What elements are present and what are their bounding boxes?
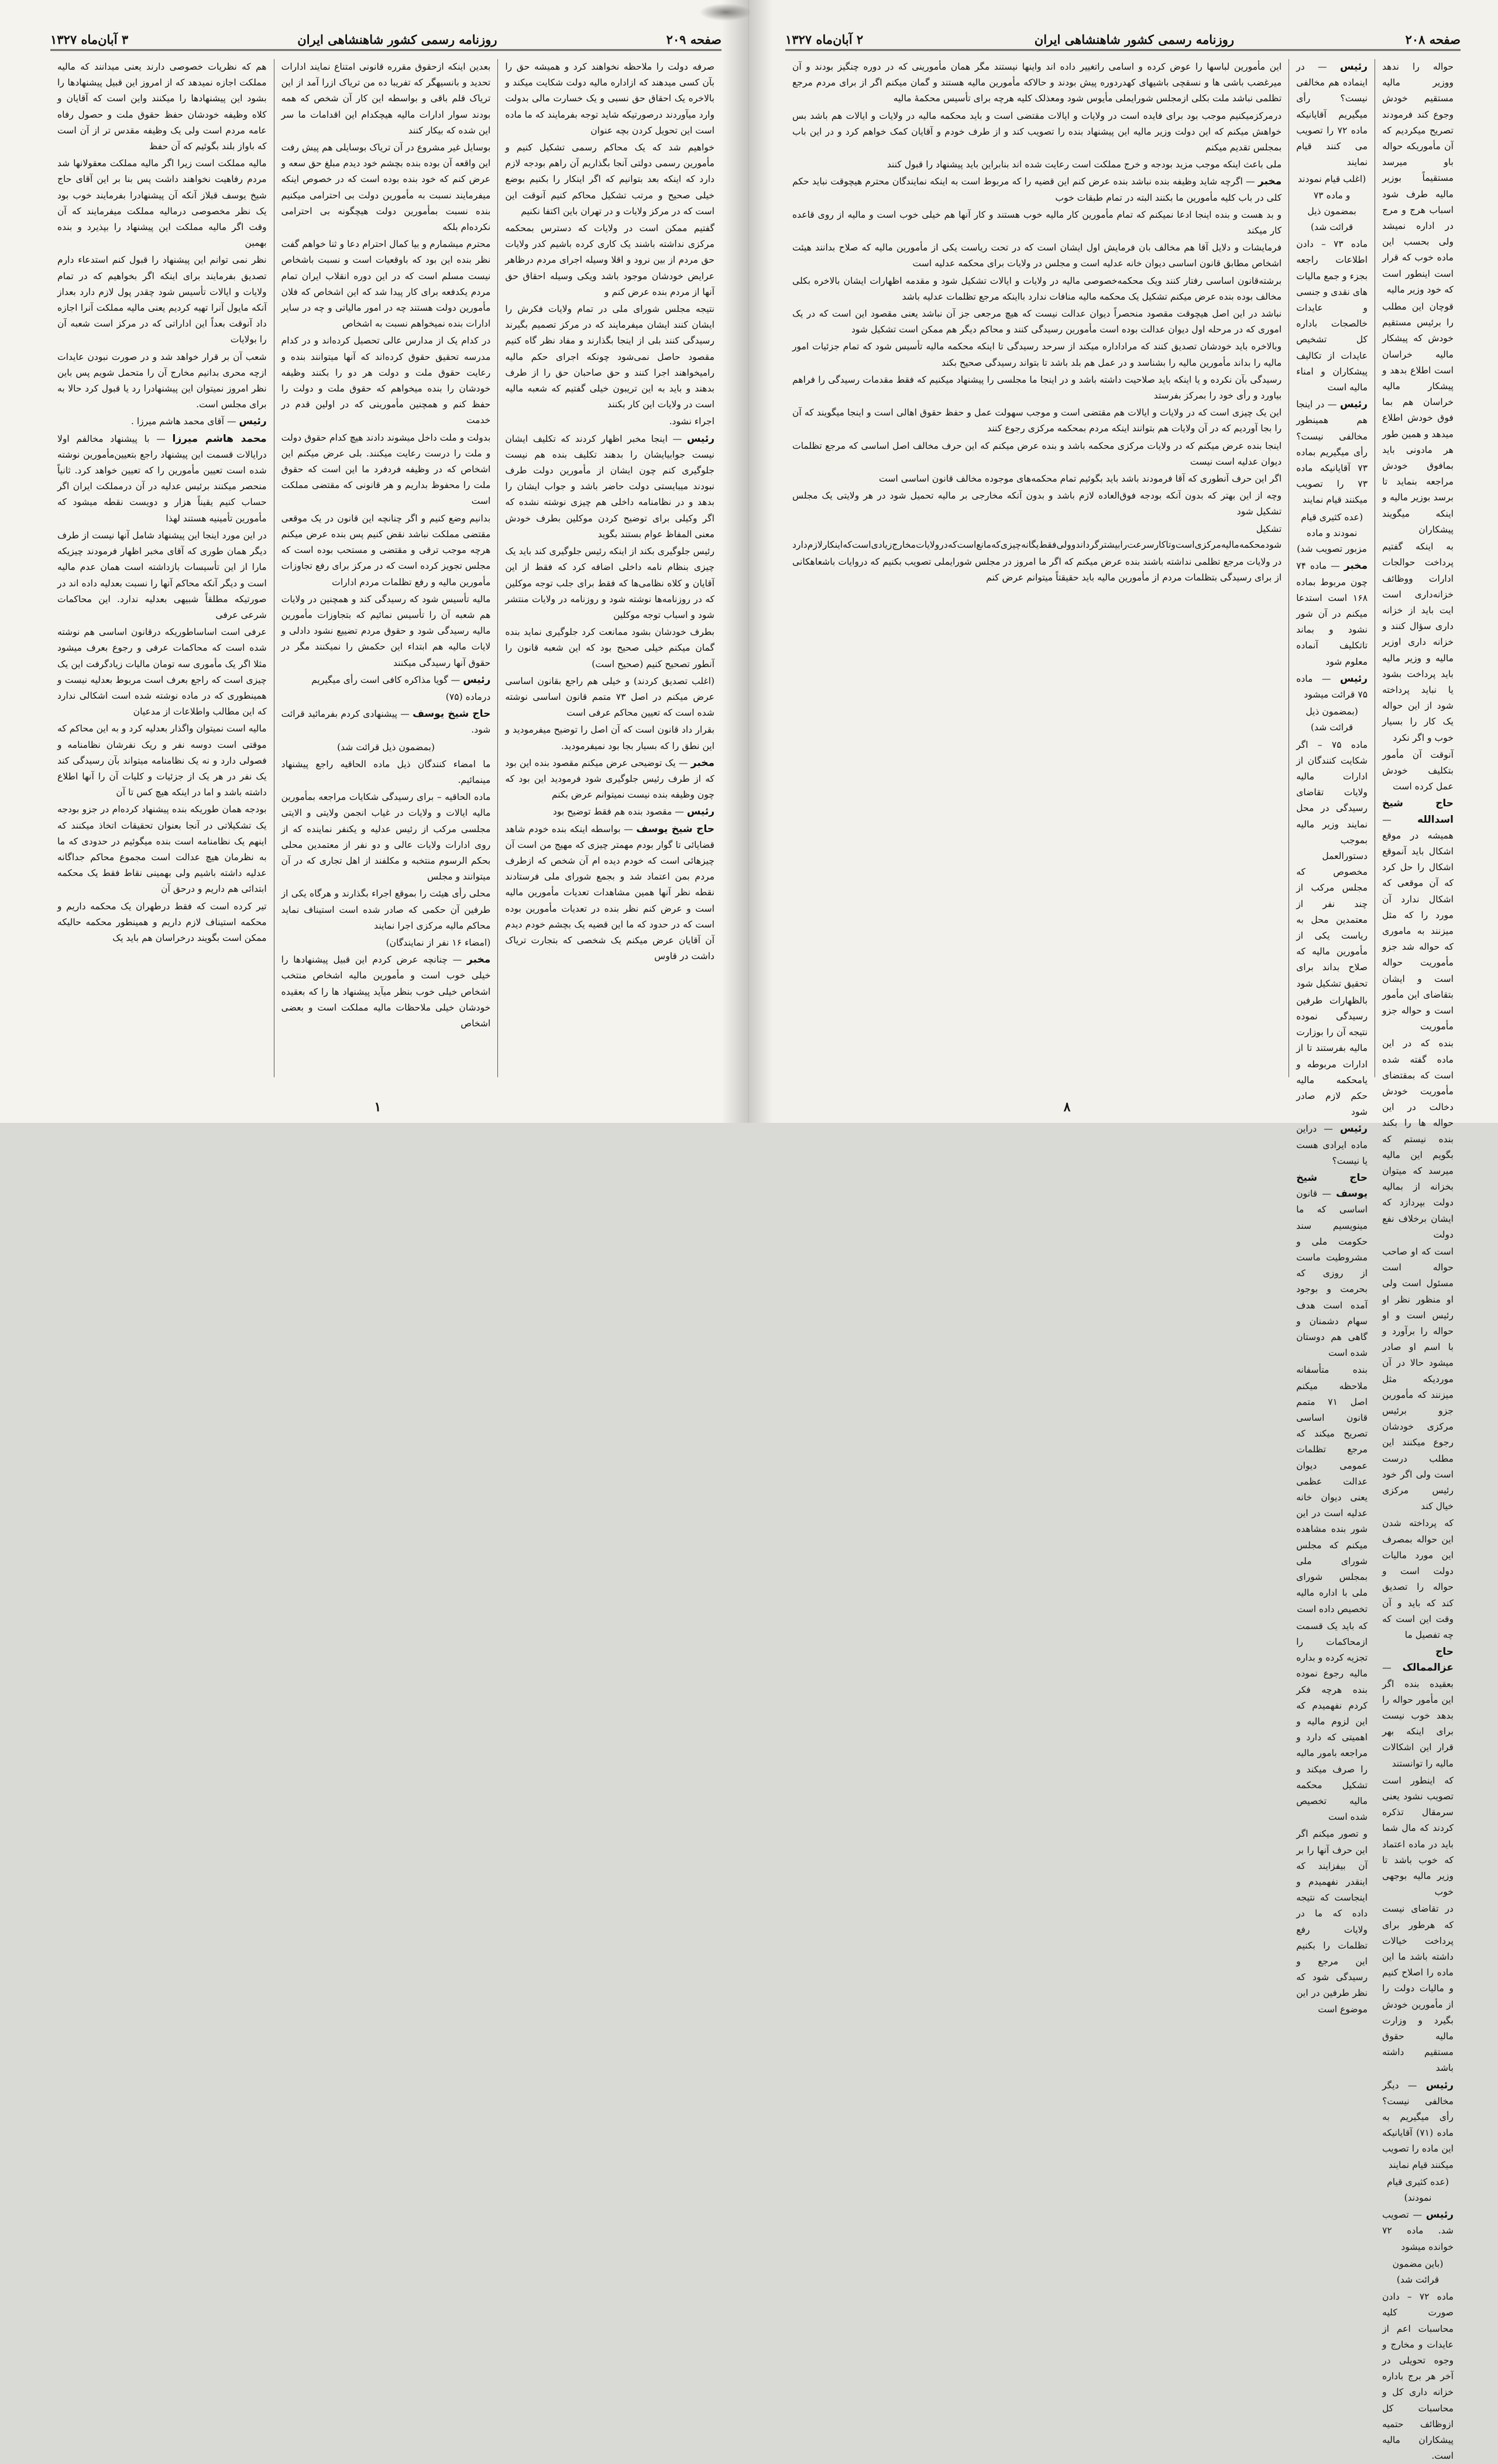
speaker-paragraph xyxy=(505,431,714,542)
body-paragraph: درماده (۷۵) xyxy=(445,691,491,702)
body-paragraph: ما امضاء کنندگان ذیل ماده الحاقیه راجع پیشنهاد مینمائیم. xyxy=(281,758,491,785)
speaker-text: — ماده ۷۴ چون مربوط بماده ۱۶۸ است استدعا میکنم در آن شور نشود و بماند تاتکلیف آنماده معلوم شود xyxy=(1296,561,1368,667)
speaker-text: — همیشه در موقع اشکال باید آنموقع اشکال را حل کرد که آن موقعی که اشکال ندارد آن مورد را که مثل میزنند به ماموری که حواله شد جزو مأموریت حواله است و ایشان بتقاضای این مأمور است و حواله جزو مأموریت xyxy=(1382,814,1454,1032)
right-header-page-label: صفحه ۲۰۸ xyxy=(1405,32,1461,47)
body-paragraph: محترم میشمارم و بیا کمال احترام دعا و ثنا خواهم گفت نظر بنده این بود که باوقعیات است و نسبت باشخاص نیست مسلم است که در این دوره انقلاب ایران تمام مردم یکدفعه برای کار پیدا شد که این اشخاص که فلان مأمورین دولت هستند چه در امور مالیاتی و چه در سایر ادارات بنده نمیخواهم نسبت به اشخاص xyxy=(281,239,491,329)
body-paragraph: که اینطور است تصویب نشود یعنی سرمقال تذکره کردند که مال شما باید در ماده اعتماد که خوب باشد تا وزیر مالیه بوجهی خوب xyxy=(1382,1775,1454,1898)
gutter-ink-smudge xyxy=(699,4,752,21)
right-column-1 xyxy=(1375,59,1461,2462)
body-paragraph: (امضاء ۱۶ نفر از نمایندگان) xyxy=(386,937,491,948)
speaker-paragraph xyxy=(1296,1170,1368,1361)
speaker-text: — بواسطه اینکه بنده خودم شاهد قضایائی تا گوار بودم مهمتر چیزی که مهیج من است آن چیزهائی است که خودم دیده ام آن شخص که ازطرف مردم بمن اعتماد شد و بجمع شورای ملی فرستادند نقطه نظر آنها همین مشاهدات تعدیات مأمورین مالیه است و عرض کنم نظر بنده در تعدیات مأمورین بوده است که در حدود که ما این قضیه یک بچشم خودم دیدم آن آقایان عرض میکنم یک شخصی که بتجارت تریاک داشت در قاوس xyxy=(505,823,714,962)
body-paragraph: تیر کرده است که فقط درطهران یک محکمه داریم و محکمه استیناف لازم داریم و همینطور محکمه حالیکه ممکن است بگویند درخراسان هم باید یک xyxy=(57,901,267,943)
body-paragraph: اینجا بنده عرض میکنم که در ولایات مرکزی محکمه باشد و بنده عرض میکنم که این حرف مخالف اصل اساسی که مرجع تظلمات دیوان عدلیه است نیست xyxy=(792,440,1282,467)
speaker-name: رئیس xyxy=(686,806,714,818)
left-column-1 xyxy=(497,59,721,1077)
centered-note: (اغلب قیام نمودند و ماده ۷۳ بمضمون ذیل قرائت شد) xyxy=(1297,174,1366,233)
speaker-name: مخبر xyxy=(690,757,714,769)
body-paragraph: بالظهارات طرفین رسیدگی نموده نتیجه آن را بوزارت مالیه بفرستند تا از ادارات مربوطه و یامحکمه مالیه حکم لازم صادر شود xyxy=(1296,995,1368,1118)
right-page-number: ۸ xyxy=(1063,1099,1071,1115)
speaker-paragraph xyxy=(281,952,491,1032)
speaker-name: حاج شیخ یوسف xyxy=(636,823,714,835)
left-page xyxy=(0,0,749,1123)
body-paragraph: آنوقت آن مأمور بتکلیف خودش عمل کرده است xyxy=(1382,749,1454,792)
body-paragraph: حواله را ندهد ووزیر مالیه مستقیم خودش وجوع کند فرمودند تصریح میکردیم که آن مأموریکه حواله باو میرسد مستقیماً بوزیر مالیه طرف شود اسباب هرج و مرج در اداره نمیشد ولی بحسب این ماده خوب که قرار است اینطور است که خود وزیر مالیه xyxy=(1382,61,1454,295)
left-header-page-label: صفحه ۲۰۹ xyxy=(666,32,721,47)
speaker-paragraph xyxy=(505,804,714,820)
body-paragraph: خواهیم شد که یک محاکم رسمی تشکیل کنیم و مأمورین رسمی دولتی آنجا بگذاریم آن راهم بودجه لازم دارد که اینکه بعد بتوانیم که اگر اینکار را بکنیم بوضع خیلی صحیح و مرتب تشکیل محاکم کنیم آنوقت این است که در مرکز ولایات و در تهران باین اکتفا نکنیم xyxy=(505,142,714,216)
speaker-name: رئیس xyxy=(1339,61,1368,73)
speaker-paragraph xyxy=(1296,671,1368,703)
body-paragraph: در کدام یک از مدارس عالی تحصیل کرده‌اند و در کدام مدرسه تحقیق حقوق کرده‌اند که آنها میتوانند بنده و رعایت حقوق ملت و دولت هر دو را بکنند وظیفه خودشان را بنده میخواهم که حقوق ملت و دولت را حفظ کنم و همچنین مأمورینی که در اولین قدم در خدمت xyxy=(281,335,491,426)
centered-note: (عده کثیری قیام نمودند و ماده مزبور تصویب شد) xyxy=(1297,511,1367,555)
body-paragraph: بوسایل غیر مشروع در آن تریاک بوسایلی هم پیش رفت این واقعه آن بوده بنده بچشم خود دیدم مبلغ حق سعه و عرض کنم که خود بنده بوده است که در خصوص اینکه میفرمایند نسبت به مأمورین دولت بی احترامی میکنیم بنده نسبت بمأمورین دولت هیچگونه بی احترامی نکرده‌ام بلکه xyxy=(281,142,491,233)
speaker-paragraph xyxy=(505,755,714,803)
body-paragraph: بنده که در این ماده گفته شده است که بمقتضای مأموریت خودش دخالت در این حواله ها را بکند بنده نیستم که بگویم این مالیه میرسد که میتوان بخزانه از بمالیه دولت بپردازد که ایشان برخلاف نفع دولت xyxy=(1382,1038,1454,1240)
left-header-date: ۳ آبان‌ماه ۱۳۲۷ xyxy=(50,32,129,47)
speaker-text: — بعقیده بنده اگر این مأمور حواله را بدهد خوب نیست برای اینکه بهر قرار این اشکالات مالیه را توانستند xyxy=(1382,1662,1454,1769)
body-paragraph: در ولایات مرجع تظلمی نداشته باشند بنده عرض میکنم که اگر ما امروز در مجلس شورایملی تصویب بکنیم که دروایات باشعاهکانی از برای رسیدگی بتظلمات مردم از مأمورین مالیه باید حقیقتاً میتوانم عرض کنم xyxy=(792,556,1282,583)
body-paragraph: و تصور میکنم اگر این حرف آنها را بر آن بیفزایند که اینقدر نفهمیدم و اینجاست که نتیجه داده که ما در ولایات رفع تظلمات را بکنیم این مرجع و رسیدگی شود که نظر طرفین در این موضوع است xyxy=(1296,1829,1368,2015)
speaker-paragraph xyxy=(281,706,491,738)
speaker-paragraph xyxy=(1382,1644,1454,1772)
centered-note: (عده کثیری قیام نمودند) xyxy=(1387,2176,1449,2204)
body-paragraph: بطرف خودشان بشود ممانعت کرد جلوگیری نماید بنده گمان میکنم خیلی صحیح بود که این شعبه قانون را آنطور تصحیح کنیم (صحیح است) xyxy=(505,627,714,669)
speaker-text: — یک توضیحی عرض میکنم مقصود بنده این بود که از طرف رئیس جلوگیری شود فرمودید این بود که چون وظیفه بنده نیست نمیتوانم عرض بکنم xyxy=(505,757,714,800)
right-column-2 xyxy=(1289,59,1375,2015)
body-paragraph: است که او صاحب حواله است مسئول است ولی او منظور نظر او رئیس است و او حواله را برآورد و با اسم او صادر میشود حالا در آن موردیکه مثل میزنند که مأمورین جزو برئیس مرکزی خودشان رجوع میکنند این مطلب درست است ولی اگر خود رئیس مرکزی خیال کند xyxy=(1382,1246,1454,1512)
speaker-paragraph xyxy=(1382,796,1454,1035)
body-paragraph: عرفی است اساساطوریکه درقانون اساسی هم نوشته شده است که محاکمات عرفی و رجوع بعرف میشود مثلا اگر یک مأموری سه تومان مالیات زیادگرفت این یک چیزی است که راجع بعرف است مربوط بعدلیه نیست و همینطوری که در ماده نوشته شده است اشکالی ندارد که این مطالب واطلاعات از مدعیان xyxy=(57,627,267,717)
body-paragraph: اجراء نشود. xyxy=(669,416,714,427)
body-paragraph: اگر این حرف آنطوری که آقا فرمودند باشد باید بگوئیم تمام محکمه‌های موجوده مخالف قانون اساسی است xyxy=(879,473,1282,484)
body-paragraph: درمرکزمیکنیم موجب بود برای فایده است در ولایات و ایالات مقتضی است و باید محکمه مالیه در ولایات و ایالات هم باشد بس خواهش میکنم که این دولت وزیر مالیه این پیشنهاد بنده را تصویب کند و از طرف خودم و آقایان کمک خواهم کرد و در این باب بمجلس تقدیم میکنم xyxy=(792,110,1282,153)
speaker-name: حاج شیخ یوسف xyxy=(1296,1172,1368,1200)
speaker-paragraph xyxy=(281,672,491,688)
right-header-title: روزنامه رسمی کشور شاهنشاهی ایران xyxy=(1034,32,1234,47)
body-paragraph: که باید یک قسمت ازمحاکمات را تجزیه کرده و بداره مالیه رجوع نموده بنده هرچه فکر کردم نفهمیدم که این لزوم مالیه و اهمیتی که دارد و مراجعه بامور مالیه را صرف میکند و تشکیل محکمه مالیه تخصیص شده است xyxy=(1296,1620,1368,1823)
body-paragraph: وچه از این بهتر که بدون آنکه بودجه فوق‌العاده لازم باشد و بدون آنکه مخارجی بر مالیه تحمیل شود در هر ولایتی یک مجلس تشکیل شود xyxy=(792,490,1282,517)
body-paragraph: در این مورد اینجا این پیشنهاد شامل آنها نیست از طرف دیگر همان طوری که آقای مخبر اظهار فرمودند چیزیکه مارا از این تأسیسات بازداشته است همان عدم مالیه است و دیگر آنکه محاکم آنها را نسبت بعدلیه داده اند در صورتیکه مطلقاً شبیهی بعدلیه ندارد. این محاکمات شرعی عرفی xyxy=(57,530,267,620)
body-paragraph: نظر نمی توانم این پیشنهاد را قبول کنم استدعاء دارم تصدیق بفرمایند برای اینکه اگر بخواهیم که در تمام ولایات و ایالات تأسیس شود چقدر پول لازم دارد بعداز آنکه مایول آنرا تهیه کردیم یعنی مالیه مملکت آنرا اجازه داد آنوقت بعداً این اداراتی که در مرکز است شعبه آن را بولایات xyxy=(57,255,267,345)
speaker-name: رئیس xyxy=(1339,1123,1368,1135)
speaker-text: — گویا مذاکره کافی است رأی میگیریم xyxy=(311,674,461,685)
body-paragraph: شعب آن بر قرار خواهد شد و در صورت نبودن عایدات ازچه محری بدانیم مخارج آن را متحمل شویم پس باین نظر امروز نمیتوان این پیشنهادرا رد یا قبول کرد حالا به برای مجلس است. xyxy=(57,351,267,410)
body-paragraph: این یک چیزی است که در ولایات و ایالات هم مقتضی است و موجب سهولت عمل و حفظ حقوق اهالی است و اینجا میگویند که آن را بجا آوردیم که در آن ولایات هم بتوانند اینکه مردم بمحکمه مرکزی رجوع کنند xyxy=(792,407,1282,434)
body-paragraph: که پرداخته شدن این حواله بمصرف این مورد مالیات دولت است و حواله را تصدیق کند که باید و آن وقت این است که چه تفصیل ما xyxy=(1382,1518,1454,1640)
body-paragraph: (اغلب تصدیق کردند) و خیلی هم راجع بقانون اساسی عرض میکنم در اصل ۷۳ متمم قانون اساسی نوشته شده است که تعیین محاکم عرفی است xyxy=(505,675,714,719)
body-paragraph: گفتیم ممکن است در ولایات که دسترس بمحکمه مرکزی نداشته باشند یک کاری کرده باشیم کدر ولایات حق مردم از بین نرود و اقلا وسیله اجرای مردم درظاهر عرایض خودشان موجود باشد ویکی وسیله احقاق حق آنها از مردم بنده عرض کنم و xyxy=(505,223,714,297)
speaker-paragraph xyxy=(1382,2078,1454,2173)
speaker-name: حاج شیخ یوسف xyxy=(413,708,491,720)
body-paragraph: بعدین اینکه ازحقوق مقرره قانونی امتناع نمایند ادارات تحدید و بانسیهگر که تفریبا ده من تریاک ازرا آمد از این تریاک قلم باقی و بواسطه این کار آن شخص که همه بودند سوار ادارات مالیه هیچکدام این اقدامات ما سر این شده که بیکار کنند xyxy=(281,61,491,136)
body-paragraph: تشکیل شودمحکمه‌مالیه‌مرکزی‌است‌و‌تا‌کار‌سرعت‌را‌بیشتر‌گرداند‌و‌ولی‌فقط‌یگانه‌چیزی‌که‌مانع‌است‌که‌در‌ولایات‌مخارج‌زیادی‌است‌که‌اینکار‌لازم‌دارد xyxy=(792,523,1282,550)
body-paragraph: نباشد در این اصل هیچوقت مقصود منحصراً دیوان عدالت نیست که هیچ مرجعی جز آن نباشد یعنی مقصود این است که در یک اموری که در مرحله اول دیوان عدالت بوده است مأمورین رسیدگی کنند و محاکم دیگر هم ممکن است تشکیل شود xyxy=(792,308,1282,335)
speaker-text: — اینجا مخبر اظهار کردند که تکلیف ایشان نیست جوابیایشان را بدهند تکلیف بنده هم نیست جلوگیری کنم چون ایشان از مأمورین دولت طرف نبودند میبایستی دولت حاضر باشد و جواب ایشان را بدهد و در نظامنامه داخلی هم چیزی نوشته نشده که اگر وکیلی برای توضیح کردن موکلین بطرف خودش معنی المفاظ عوام بستند بگوید xyxy=(505,433,714,539)
speaker-name: رئیس xyxy=(1339,398,1368,411)
body-paragraph: مالیه تأسیس شود که رسیدگی کند و همچنین در ولایات هم شعبه آن را تأسیس نمائیم که بتجاوزات مأمورین مالیه رسیدگی شود و حقوق مردم تضییع نشود دادلی و لایات مالیه هم ابتداء این حکمش را نمیکنند مگر در حقوق آنها رسیدگی میکنند xyxy=(281,593,491,668)
speaker-text: — اگرچه شاید وظیفه بنده نباشد بنده عرض کنم این قضیه را که مربوط است به اینکه نمایندگان محترم هیچوقت نباید حکم کلی در باب کلیه مأمورین ما بکنند البته در تمام طبقات خوب xyxy=(792,176,1282,203)
speaker-text: — آقای محمد هاشم میرزا . xyxy=(130,416,236,427)
left-column-2 xyxy=(274,59,498,1077)
right-page-columns xyxy=(785,59,1461,2462)
body-paragraph: و بد هست و بنده اینجا ادعا نمیکنم که تمام مأمورین کار مالیه خوب هستند و کار آنها هم خیلی خوب است و مالیه از روی قاعده کار میکند xyxy=(792,209,1282,236)
centered-note: (بمضمون ذیل قرائت شد) xyxy=(337,741,435,752)
speaker-paragraph xyxy=(57,414,267,429)
speaker-paragraph xyxy=(792,174,1281,205)
speaker-name: مخبر xyxy=(1344,560,1368,572)
left-page-columns xyxy=(50,59,721,1077)
speaker-text: — قانون اساسی که ما مینویسیم سند حکومت ملی و مشروطیت ماست از روزی که بحرمت و بوجود آمده است هدف سهام دشمنان و گاهی هم دوستان شده است xyxy=(1296,1188,1368,1359)
body-paragraph: بنده متأسفانه ملاحظه میکنم اصل ۷۱ متمم قانون اساسی تصریح میکند که مرجع تظلمات عمومی دیوان عدالت عظمی یعنی دیوان خانه عدلیه است در این شور بنده مشاهده میکنم که مجلس شورای ملی بمجلس شورای ملی با اداره مالیه تخصیص داده است xyxy=(1296,1365,1368,1614)
speaker-text: — ماده ۷۵ قرائت میشود xyxy=(1296,673,1368,700)
left-header-title: روزنامه رسمی کشور شاهنشاهی ایران xyxy=(297,32,497,47)
body-paragraph: صرفه دولت را ملاحظه نخواهند کرد و همیشه حق را بآن کسی میدهند که ازاداره مالیه دولت شکایت میکند و بالاخره یک احقاق حق نسبی و یک خسارت مالی بدولت وارد میآوردند درصورتیکه شاید توجه بفرمایند که ما ماده است این تحویل کردن بچه عنوان xyxy=(505,61,714,136)
body-paragraph: بقرار داد قانون است که آن اصل را توضیح میفرمودید و این نطق را که بسیار بجا بود نمیفرمودید. xyxy=(505,724,714,751)
body-paragraph: بدانیم وضع کنیم و اگر چنانچه این قانون در یک موقعی مقتضی مملکت نباشد نقض کنیم پس بنده عرض میکنم هرچه موجب ترقی و مقتضی و مستحب بوده است که مجلس تجویز کرده است که در مرکز برای رفع تجاوزات مأمورین مالیه و رفع تظلمات مردم ادارات xyxy=(281,513,491,587)
speaker-text: — مقصود بنده هم فقط توضیح بود xyxy=(552,806,684,817)
left-page-header xyxy=(50,29,721,51)
speaker-name: مخبر xyxy=(1258,176,1282,188)
body-paragraph: ماده ۷۵ – اگر شکایت کنندگان از ادارات مالیه ولایات تقاضای رسیدگی در محل نمایند وزیر مالیه بموجب دستورالعمل مخصوص که مجلس مرکب از چند نفر از معتمدین محل به ریاست یکی از مأمورین مالیه که صلاح بداند برای تحقیق تشکیل شود xyxy=(1296,739,1368,989)
body-paragraph: ماده الحاقیه – برای رسیدگی شکایات مراجعه بمأمورین مالیه ایالات و ولایات در غیاب انجمن ولایتی و الایتی مجلسی مرکب از رئیس عدلیه و یکنفر نماینده که از روی ادارات ولایات عالی و دو نفر از معتمدین محلی بحکم الرسوم منتخبه و مکلفند از اهل تجاری که در آن میتوانند و مجلس xyxy=(281,792,491,882)
body-paragraph: مالیه است نمیتوان واگذار بعدلیه کرد و به این محاکم که موقتی است دوسه نفر و ریک نفرشان نظامنامه و فصولی دارد و نه یک نظامنامه میتواند بآن رسیدگی کند یک نفر در هر یک از جزئیات و کلیات آن را آنها اطلاع داشته باشد و اما در اینکه هیچ کس تا آن xyxy=(57,723,267,798)
left-column-3 xyxy=(50,59,274,1077)
body-paragraph: بودجه همان طوریکه بنده پیشنهاد کرده‌ام در جزو بودجه یک تشکیلاتی در آنجا بعنوان تحقیقات اتخاذ میکنند که اینهم یک نظامنامه است بنده میگوئیم در حدودی که ما به نظرمان هیچ عدالت است مجموع محاکم جداگانه عدلیه داشته باشیم ولی بهمینی نقاط فقط یک محکمه ابتدائی هم داریم و درحق آن xyxy=(57,804,267,895)
speaker-text: — تصویب شد. ماده ۷۲ خوانده میشود xyxy=(1382,2209,1454,2252)
speaker-paragraph xyxy=(57,431,267,527)
speaker-name: رئیس xyxy=(463,673,491,686)
speaker-paragraph xyxy=(1296,558,1368,669)
speaker-name: رئیس xyxy=(1339,672,1368,685)
body-paragraph: رسیدگی بآن نکرده و یا اینکه باید صلاحیت داشته باشد و در اینجا ما مجلسی را پیشنهاد میکنیم که فقط مقدمات رسیدگی را فراهم بیاورد و رأی خود را بمرکز بفرستد xyxy=(792,374,1282,401)
centered-note: (بمضمون ذیل قرائت شد) xyxy=(1305,706,1358,733)
right-header-date: ۲ آبان‌ماه ۱۳۲۷ xyxy=(785,32,864,47)
speaker-name: رئیس xyxy=(686,432,714,445)
speaker-text: — چنانچه عرض کردم این قبیل پیشنهادها را خیلی خوب است و مأمورین مالیه اشخاص منتخب اشخاص خیلی خوب بنظر میآید پیشنهاد ها را که بعقیده خودشان خیلی ملاحظات مالیه مملکت است و بعضی اشخاص xyxy=(281,954,491,1029)
body-paragraph: هم که نظریات خصوصی دارند یعنی میدانند که مالیه مملکت اجازه نمیدهد که از امروز این قبیل پیشنهادها را بشود این پیشنهادها را میکنند واین است که آقایان و کلاه وظیفه خودشان حفظ حقوق ملت و حصول رفاه عامه مردم است ولی یک وظیفه مقدس تر از آن است که باواز بلند بگوئیم که آن حفظ xyxy=(57,61,267,152)
right-column-3 xyxy=(785,59,1289,1077)
body-paragraph: رئیس جلوگیری بکند از اینکه رئیس جلوگیری کند باید یک چیزی بنظام نامه داخلی اضافه کرد که فقط از این آقایان و کلاه نظامی‌ها که فقط برای جلب توجه موکلین که در روزنامه‌ها نوشته شود و روزنامه در ولایات منتشر شود و اسباب توجه موکلین xyxy=(505,546,714,620)
speaker-text: — پیشنهادی کردم بفرمائید قرائت شود. xyxy=(281,709,491,736)
speaker-name: حاج شیخ اسدالله xyxy=(1382,798,1454,826)
speaker-paragraph xyxy=(1296,397,1368,508)
speaker-text: — با پیشنهاد مخالفم اولا درایالات‌ قسمت این پیشنهاد راجع بتعیین‌مأمورین نوشته شده است تعیین مأمورین را که تعیین خواهد کرد. ثانیاً منحصر میکنند برئیس عدلیه در آن درمملکت ایران اگر حساب کنیم یقیناً هزار و دویست نقطه میشود که مأمورین تأمینیه هستند لهذا xyxy=(57,433,267,524)
right-page xyxy=(749,0,1498,2462)
speaker-text: — در اینجا هم همینطور مخالفی نیست؟ رأی میگیریم بماده ۷۳ آقایانیکه ماده ۷۳ را تصویب میکنند قیام نمایند xyxy=(1296,399,1368,506)
speaker-text: — دراین ماده ایرادی هست یا نیست؟ xyxy=(1296,1123,1368,1166)
body-paragraph: بدولت و ملت داخل میشوند دادند هیچ کدام حقوق دولت و ملت را درست رعایت میکنند. بلی عرض میکنم این اشخاص که در وظیفه فردفرد ما این است که حقوق ملت را محفوظ بداریم و هر قانونی که مقتضی مملکت است xyxy=(281,432,491,507)
speaker-text: — دیگر مخالفی نیست؟ رأی میگیریم به ماده (۷۱) آقایانیکه این ماده را تصویب میکنند قیام نمایند xyxy=(1382,2080,1454,2170)
left-page-number: ۱ xyxy=(374,1099,382,1115)
body-paragraph: وبالاخره باید خودشان تصدیق کنند که مراداداره میکند از سرحد رسیدگی تا اینکه محکمه مالیه تأسیس شود که تمام جزئیات امور مالیه را بداند مأمورین مالیه را بشناسد و در عمل هم بلد باشد تا بتواند رسیدگی صحیح بکند xyxy=(792,341,1282,368)
body-paragraph: به اینکه گفتیم پرداخت حوالجات ادارات ووظائف خزانه‌داری است ایت باید از خزانه داری سؤال کنند و خزانه داری اوزیر مالیه و وزیر مالیه باید پرداخت بشود یا نباید پرداخته شود از این حواله یک کار را بسیار خوب و اگر نکرد xyxy=(1382,541,1454,743)
body-paragraph: فرمایشات و دلایل آقا هم مخالف بان فرمایش اول ایشان است که در تحت ریاست یکی از مأمورین مالیه که صلاح بدانند هیئت اشخاص مطابق قانون اساسی دیوان خانه عدلیه است و مجلس در ولایات برای محکمه عدلیه است xyxy=(792,242,1282,269)
body-paragraph: ماده ۷۳ – دادن اطلاعات راجعه بجزء و جمع مالیات های نقدی و جنسی و عایدات خالصجات باداره کل تشخیص عایدات از تکالیف پیشکاران و امناء مالیه است xyxy=(1296,239,1368,393)
speaker-name: محمد هاشم میرزا xyxy=(172,432,267,445)
speaker-name: رئیس xyxy=(1425,2079,1454,2091)
speaker-name: حاج عزالممالک xyxy=(1402,1646,1454,1674)
body-paragraph: در تقاضای نیست که هرطور برای پرداخت خیالات داشته باشد ما این ماده را اصلاح کنیم و مالیات دولت را از مأمورین خودش بگیرد و وزارت مالیه حقوق مستقیم داشته باشد xyxy=(1382,1903,1454,2074)
speaker-paragraph xyxy=(1296,59,1368,170)
speaker-paragraph xyxy=(1296,1121,1368,1169)
speaker-name: رئیس xyxy=(239,415,267,428)
body-paragraph: قوچان این مطلب را برئیس مستقیم خودش که پیشکار مالیه خراسان است اطلاع بدهد و پیشکار مالیه خراسان هم بما فوق خودش اطلاع میدهد و همین طور هر مادونی باید بمافوق خودش مراجعه بنماید تا برسد بوزیر مالیه و اینکه میگویند پیشکاران xyxy=(1382,301,1454,535)
body-paragraph: ماده ۷۲ – دادن صورت کلیه محاسبات اعم از عایدات و مخارج و وجوه تحویلی در آخر هر برج باداره خزانه داری کل و محاسبات کل ازوظائف حتمیه پیشکاران مالیه است. xyxy=(1382,2291,1454,2462)
speaker-paragraph xyxy=(505,822,714,965)
speaker-name: رئیس xyxy=(1425,2209,1454,2221)
body-paragraph: این مأمورین لباسها را عوض کرده و اسامی راتغییر داده اند واینها نیستند مگر همان مأمورینی که در دوره چنگیز بودند و آن میرغضب باشی ها و نسقچی باشیهای کهدردوره پیش بودند و حالاکه مأمورین مالیه هستند و گمان میکنم اگر از برای مردم مرجع تظلمی نباشد ملت بکلی ازمجلس شورایملی مأیوس شود ومعذلک کلیه هرچه برای تأسیس محکمهٔ مالیه xyxy=(792,61,1282,104)
speaker-name: مخبر xyxy=(467,954,491,966)
body-paragraph: محلی رأی هیئت را بموقع اجراء بگذارند و هرگاه یکی از طرفین آن حکمی که صادر شده است استیناف نماید محاکم مالیه مرکزی اجرا نمایند xyxy=(281,888,491,931)
centered-note: (باین مضمون قرائت شد) xyxy=(1392,2258,1444,2286)
body-paragraph: مالیه مملکت است زیرا اگر مالیه مملکت معقولانها شد مردم رفاهیت نخواهند داشت پس بنا بر این آقای حاج شیخ یوسف قبلاز آنکه آن پیشنهادرا بفرمایند خوب بود یک نظر مخصوصی درمالیه مملکت میفرمایند که آن وقت اگر مالیه مملکت این پیشنهاد را بپذیرد و بنده بهمین xyxy=(57,158,267,249)
speaker-paragraph xyxy=(1382,2207,1454,2255)
body-paragraph: برشته‌قانون اساسی رفتار کنند ویک محکمه‌خصوصی مالیه در ولایات و ایالات تشکیل شود و مقدمه اظهارات ایشان بالاخره بکلی مخالف بوده بنده عرض میکنم تشکیل یک محکمه مالیه منافات ندارد بااینکه مرجع تظلمات عدلیه باشد xyxy=(792,275,1282,302)
body-paragraph: نتیجه مجلس شورای ملی در تمام ولایات فکرش را ایشان کنند ایشان میفرمایند که در مرکز تصمیم بگیرند رسیدگی کنند بلی از اینجا بگذارند و مفاد نظر گاه کنیم مقصود حاصل نمی‌شود چونکه اجرای حکم مالیه رامیخواهند اجرا کنند و حق صاحبان حق را از طرف بدهند و باید به این تریبون خیلی گفتیم که شعبه مالیه است در ولایات این کار بکنند xyxy=(505,304,714,410)
right-page-header xyxy=(785,29,1461,51)
speaker-text: — در اینماده هم مخالفی نیست؟ رأی میگیریم آقایانیکه ماده ۷۲ را تصویب می کنند قیام نمایند xyxy=(1296,61,1368,168)
body-paragraph: ملی باعث اینکه موجب مزید بودجه و خرج مملکت است رعایت شده اند بنابراین باید پیشنهاد را قبول کنند xyxy=(887,159,1282,170)
